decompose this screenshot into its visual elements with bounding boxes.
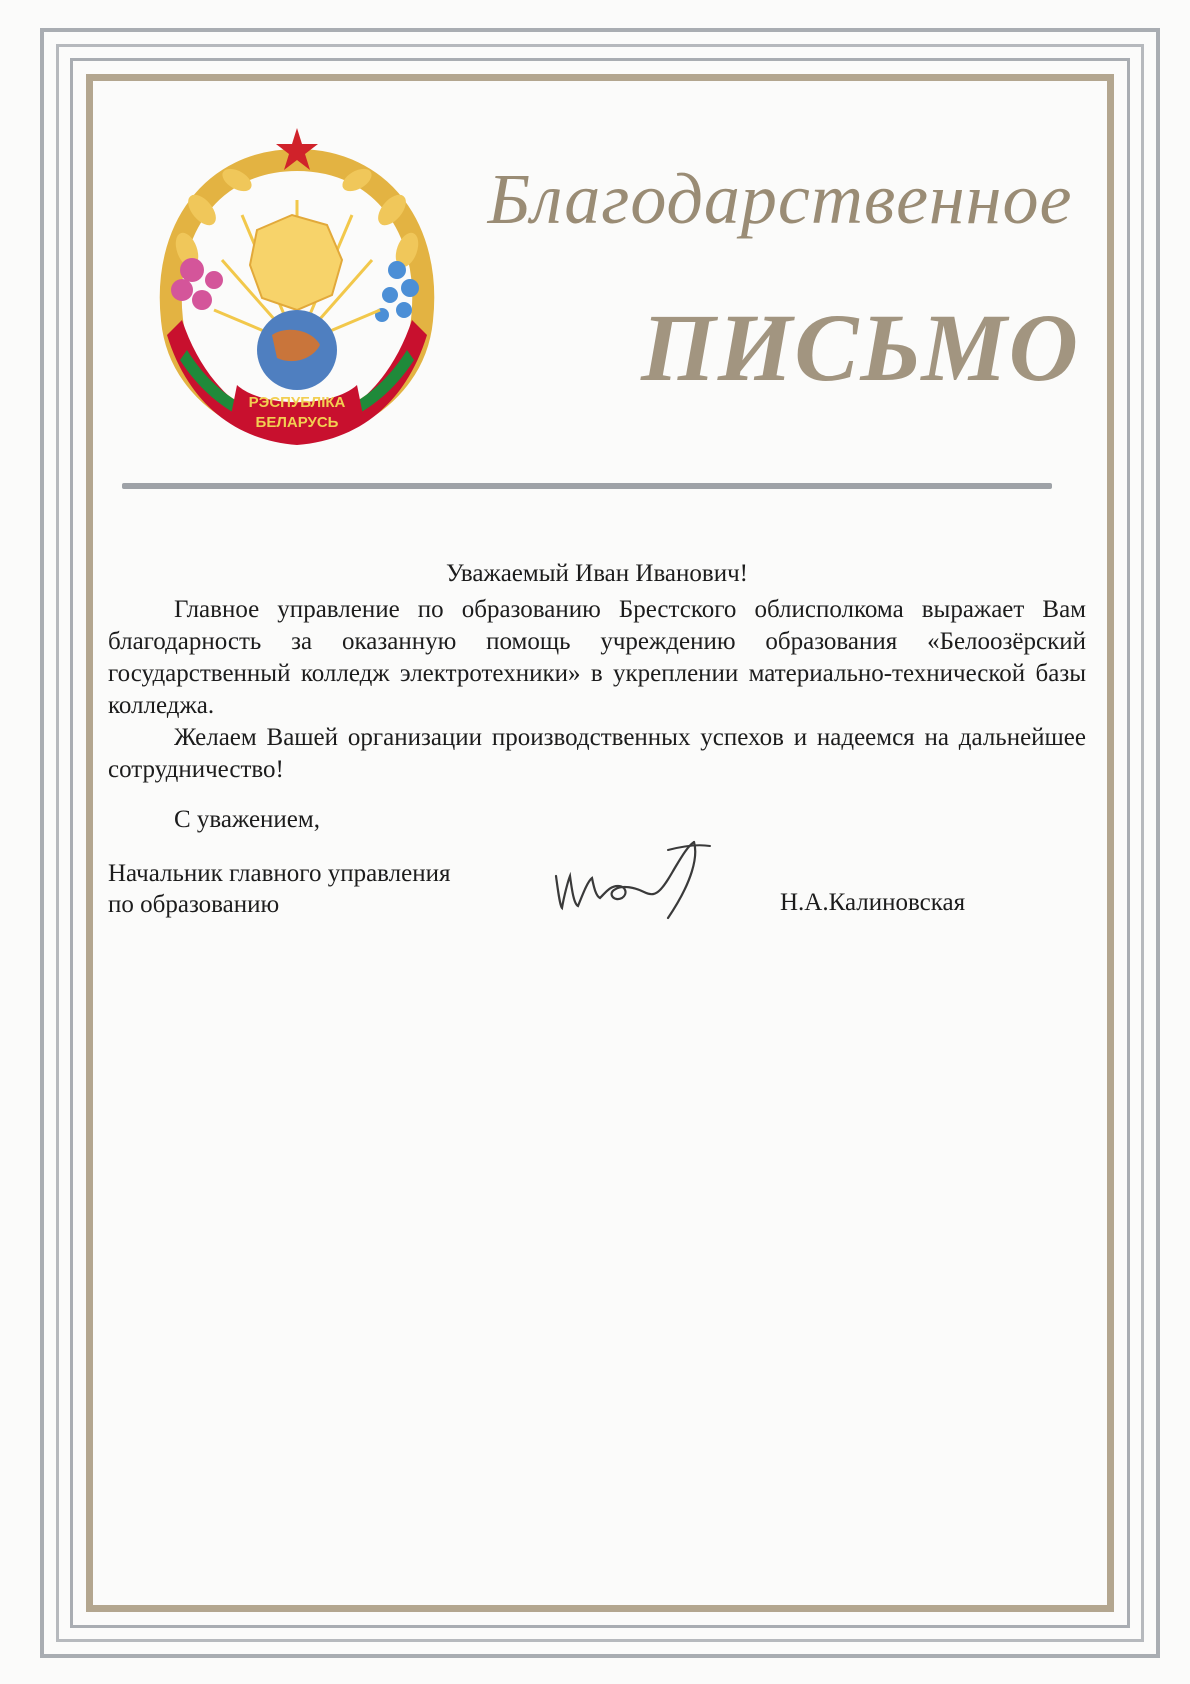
title-line-1: Благодарственное [487,159,1073,239]
signer-position [108,858,450,920]
title-line-2: ПИСЬМО [641,294,1080,401]
paragraph-2: Желаем Вашей организации производственных успехов и надеемся на дальнейшее сотрудничество! [108,724,1086,783]
emblem-text-top: РЭСПУБЛІКА [248,394,346,411]
salutation: Уважаемый Иван Иванович! [445,560,748,587]
closing: С уважением, [174,806,320,833]
emblem-text-bottom: БЕЛАРУСЬ [255,414,339,431]
position-line-2: по образованию [108,891,280,918]
coat-of-arms-icon [142,120,452,450]
position-line-1: Начальник главного управления [108,860,451,887]
letter-body [108,594,1086,786]
paragraph-1: Главное управление по образованию Брестского облисполкома выражает Вам благодарность за оказанную помощь учреждению образования «Белоозёрский государственный колледж электротехники» в укреплении материально-технической базы колледжа. [108,596,1086,719]
signature-icon [548,836,738,928]
signer-name: Н.А.Калиновская [780,889,966,916]
title-divider [122,483,1052,489]
